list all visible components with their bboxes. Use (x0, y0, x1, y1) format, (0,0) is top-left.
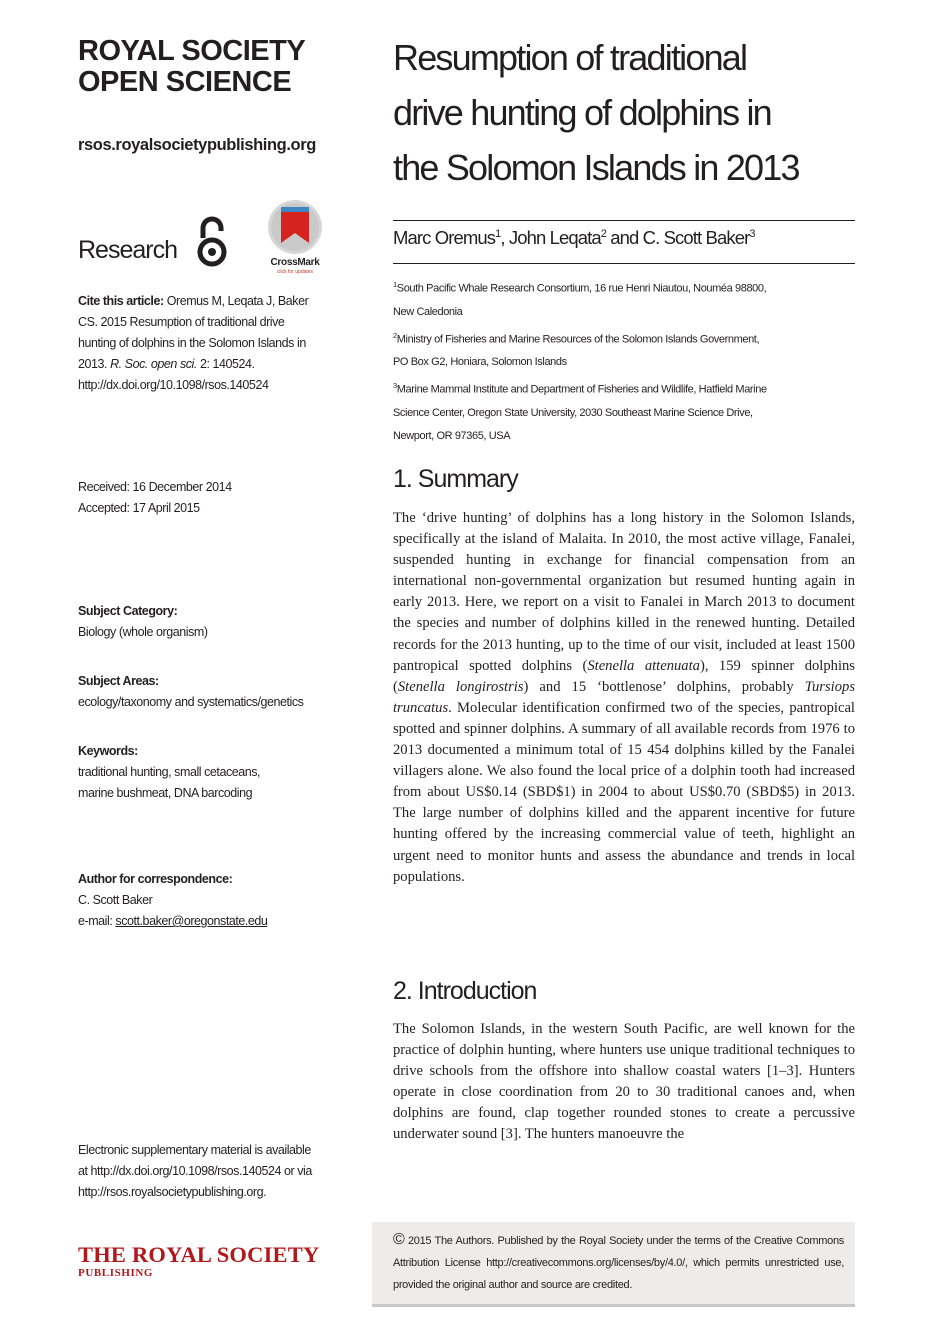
title-rule-top (393, 220, 855, 221)
keywords (78, 741, 336, 804)
citation-text-1: Oremus M, Leqata J, Baker (166, 294, 309, 308)
correspondence-name: C. Scott Baker (78, 893, 153, 907)
citation-line-2: CS. 2015 Resumption of traditional drive (78, 315, 285, 329)
author-3: C. Scott Baker (642, 227, 750, 248)
citation-line-1 (78, 291, 336, 312)
subject-category (78, 601, 336, 643)
affiliation-3-cont: Science Center, Oregon State University, 2030 Southeast Marine Science Drive, (393, 406, 753, 419)
journal-title-line2: OPEN SCIENCE (78, 66, 292, 98)
author-3-affil: 3 (749, 227, 755, 240)
introduction-paragraph: The Solomon Islands, in the western South Pacific, are well known for the practice of dolphin hunting, where hunters use unique traditional techniques to drive schools from the offshore into shallow coastal waters [1–3]. Hunters operate in close coordination from 20 to 30 traditional canoes and, when dolphins are found, clap together rounded stones to create a percussive underwater sound [3]. The hunters manoeuvre the (393, 1021, 855, 1143)
affiliation-1 (393, 273, 855, 301)
supplementary-line-3[interactable]: http://rsos.royalsocietypublishing.org. (78, 1185, 267, 1199)
author-separator: , (500, 227, 509, 248)
citation-line-3: hunting of dolphins in the Solomon Islands in (78, 336, 306, 350)
citation-block (78, 291, 336, 396)
copyright-icon: © (393, 1231, 405, 1248)
subject-areas (78, 671, 336, 713)
affiliation-number: 1 (393, 280, 397, 289)
citation-line-4 (78, 354, 336, 375)
citation-volume: 2: 140524. (199, 357, 255, 371)
species-name: Tursiops truncatus (393, 678, 855, 716)
title-rule-bottom (393, 263, 855, 264)
species-name: Stenella attenuata (587, 657, 700, 674)
summary-text-part: ), 159 spinner dolphins ( (393, 657, 855, 695)
accepted-date: Accepted: 17 April 2015 (78, 501, 200, 515)
article-title-line2: drive hunting of dolphins in (393, 92, 771, 133)
affiliation-2-cont: PO Box G2, Honiara, Solomon Islands (393, 356, 567, 369)
crossmark-label[interactable]: CrossMark (270, 257, 320, 268)
keywords-line-1: traditional hunting, small cetaceans, (78, 765, 261, 779)
affiliation-3-cont2: Newport, OR 97365, USA (393, 429, 511, 442)
journal-url[interactable]: rsos.royalsocietypublishing.org (78, 136, 316, 154)
article-type-label: Research (78, 236, 177, 264)
subject-category-value: Biology (whole organism) (78, 625, 208, 639)
open-access-icon (193, 212, 231, 270)
keywords-line-2: marine bushmeat, DNA barcoding (78, 786, 253, 800)
journal-title (78, 36, 305, 98)
affiliation-1-cont: New Caledonia (393, 305, 463, 318)
publisher-logo (78, 1243, 319, 1279)
subject-category-label: Subject Category: (78, 604, 178, 618)
summary-text-part: . Molecular identification confirmed two of the species, pantropical spotted and spinner dolphins. A summary of all available records from 1976 to 2013 documented a minimum total of 15 454 dolphins killed by the Fanalei villagers alone. We also found the local price of a dolphin tooth had increased from about US$0.14 (SBD$1) in 2004 to about US$0.70 (SBD$5) in 2013. The large number of dolphins killed and the apparent incentive for future hunting offered by the increasing commercial value of teeth, highlight an urgent need to monitor hunts and assess the abundance and trends in local populations. (393, 699, 855, 885)
section-heading-introduction: 2. Introduction (393, 977, 537, 1005)
author-list (393, 227, 755, 249)
supplementary-note (78, 1140, 336, 1203)
keywords-label: Keywords: (78, 744, 138, 758)
affiliation-text: Marine Mammal Institute and Department of Fisheries and Wildlife, Hatfield Marine (396, 383, 767, 396)
section-heading-summary: 1. Summary (393, 465, 518, 493)
article-title-line3: the Solomon Islands in 2013 (393, 147, 799, 188)
author-separator: and (606, 227, 643, 248)
affiliation-text: Ministry of Fisheries and Marine Resources of the Solomon Islands Government, (396, 333, 760, 346)
author-1-affil: 1 (495, 227, 501, 240)
citation-doi-link[interactable]: http://dx.doi.org/10.1098/rsos.140524 (78, 378, 269, 392)
supplementary-line-2[interactable]: at http://dx.doi.org/10.1098/rsos.140524 or via (78, 1164, 312, 1178)
citation-journal: R. Soc. open sci. (110, 357, 197, 371)
received-date: Received: 16 December 2014 (78, 480, 232, 494)
affiliations (393, 273, 855, 448)
author-1: Marc Oremus (393, 227, 496, 248)
affiliation-2 (393, 324, 855, 352)
affiliation-number: 2 (393, 330, 397, 340)
email-prefix: e-mail: (78, 914, 113, 928)
publisher-name: THE ROYAL SOCIETY (78, 1242, 320, 1267)
author-2: John Leqata (508, 227, 601, 248)
affiliation-number: 3 (393, 381, 397, 391)
license-statement: 2015 The Authors. Published by the Royal Society under the terms of the Creative Commons Attribution License http://creativecommons.org/licenses/by/4.0/, which permits unrestricted use, provided the original author and source are credited. (393, 1235, 844, 1291)
article-title (393, 30, 863, 195)
license-text (393, 1230, 844, 1296)
crossmark-sublabel[interactable]: click for updates (276, 269, 314, 275)
citation-year: 2013. (78, 357, 108, 371)
publisher-subtitle: PUBLISHING (78, 1267, 154, 1279)
supplementary-line-1: Electronic supplementary material is available (78, 1143, 311, 1157)
citation-label: Cite this article: (78, 294, 164, 308)
email-link[interactable]: scott.baker@oregonstate.edu (115, 914, 268, 928)
affiliation-text: South Pacific Whale Research Consortium, 16 rue Henri Niautou, Nouméa 98800, (396, 282, 767, 295)
correspondence (78, 869, 336, 932)
article-title-line1: Resumption of traditional (393, 37, 747, 78)
subject-areas-value: ecology/taxonomy and systematics/genetics (78, 695, 304, 709)
summary-text-part: The ‘drive hunting’ of dolphins has a long history in the Solomon Islands, specifically at the island of Malaita. In 2010, the most active village, Fanalei, suspended hunting in exchange for financial compensation from an international non-governmental organization but resumed hunting again in early 2013. Here, we report on a visit to Fanalei in March 2013 to document the species and number of dolphins killed in the renewed hunting. Detailed records for the 2013 hunting, up to the time of our visit, included at least 1500 pantropical spotted dolphins ( (393, 510, 855, 674)
author-2-affil: 2 (600, 227, 607, 240)
correspondence-label: Author for correspondence: (78, 872, 233, 886)
subject-areas-label: Subject Areas: (78, 674, 159, 688)
species-name: Stenella longirostris (397, 678, 524, 695)
summary-paragraph (393, 508, 855, 888)
dates-block (78, 477, 336, 519)
journal-title-line1: ROYAL SOCIETY (78, 35, 306, 67)
summary-text-part: ) and 15 ‘bottlenose’ dolphins, probably (523, 678, 805, 695)
affiliation-3 (393, 374, 855, 402)
